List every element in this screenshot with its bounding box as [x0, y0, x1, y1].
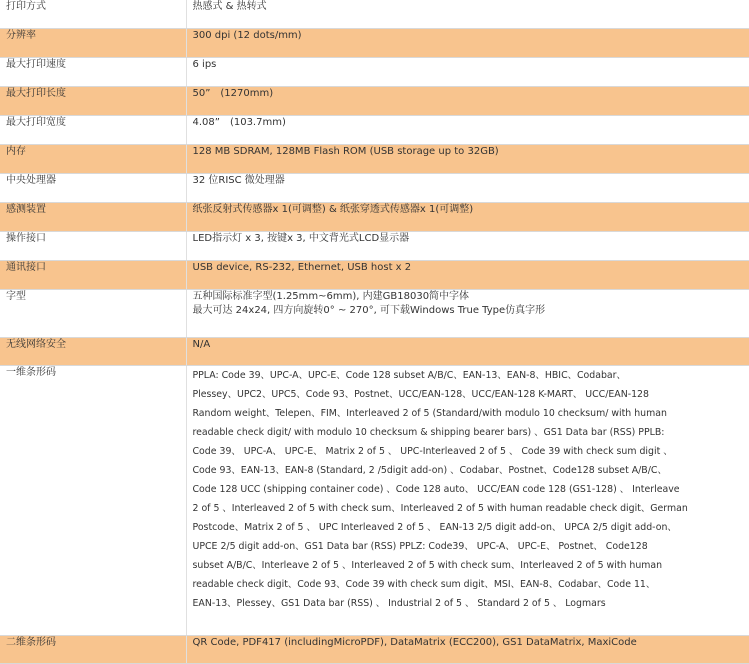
spec-value [186, 260, 749, 289]
spec-value-line: Random weight、Telepen、FIM、Interleaved 2 of 5 (Standard/with modulo 10 checksum/ with human [193, 404, 749, 423]
spec-value [186, 28, 749, 57]
spec-value-line: Code 128 UCC (shipping container code) 、Code 128 auto、 UCC/EAN code 128 (GS1-128) 、 Interleave [193, 480, 749, 499]
spec-value-line: readable check digit、Code 93、Code 39 with check sum digit、MSI、EAN-8、Codabar、Code 11、 [193, 575, 749, 594]
spec-value-line: 纸张反射式传感器x 1(可调整) & 纸张穿透式传感器x 1(可调整) [193, 203, 749, 218]
spec-label: 字型 [0, 289, 186, 337]
spec-row [0, 173, 749, 202]
spec-row [0, 260, 749, 289]
spec-value [186, 173, 749, 202]
spec-row [0, 202, 749, 231]
spec-value [186, 57, 749, 86]
spec-value-line: Postcode、Matrix 2 of 5 、 UPC Interleaved 2 of 5 、 EAN-13 2/5 digit add-on、 UPCA 2/5 digit add-on、 [193, 518, 749, 537]
spec-value-line: QR Code, PDF417 (includingMicroPDF), DataMatrix (ECC200), GS1 DataMatrix, MaxiCode [193, 636, 749, 651]
spec-row [0, 337, 749, 365]
spec-value-line: USB device, RS-232, Ethernet, USB host x 2 [193, 261, 749, 276]
spec-label: 通讯接口 [0, 260, 186, 289]
spec-row [0, 0, 749, 28]
spec-value-line: 300 dpi (12 dots/mm) [193, 29, 749, 44]
spec-row [0, 231, 749, 260]
spec-value-line: 五种国际标准字型(1.25mm~6mm), 内建GB18030简中字体 [193, 290, 749, 305]
spec-value-line: PPLA: Code 39、UPC-A、UPC-E、Code 128 subset A/B/C、EAN-13、EAN-8、HBIC、Codabar、 [193, 366, 749, 385]
spec-value-line: 最大可达 24x24, 四方向旋转0° ~ 270°, 可下载Windows True Type仿真字形 [193, 304, 749, 319]
spec-row [0, 144, 749, 173]
spec-value-line: N/A [193, 338, 749, 353]
spec-label: 最大打印宽度 [0, 115, 186, 144]
spec-label: 无线网络安全 [0, 337, 186, 365]
spec-label: 中央处理器 [0, 173, 186, 202]
spec-value-line: 2 of 5 、Interleaved 2 of 5 with check sum、Interleaved 2 of 5 with human readable check digit、German [193, 499, 749, 518]
spec-label: 分辨率 [0, 28, 186, 57]
spec-value-line: 32 位RISC 微处理器 [193, 174, 749, 189]
spec-row [0, 57, 749, 86]
spec-value [186, 86, 749, 115]
spec-value-line: 128 MB SDRAM, 128MB Flash ROM (USB storage up to 32GB) [193, 145, 749, 160]
spec-value [186, 0, 749, 28]
spec-label: 操作接口 [0, 231, 186, 260]
spec-value-line: 6 ips [193, 58, 749, 73]
spec-value [186, 144, 749, 173]
spec-label: 感测装置 [0, 202, 186, 231]
spec-value-line: Code 39、 UPC-A、 UPC-E、 Matrix 2 of 5 、 UPC-Interleaved 2 of 5 、 Code 39 with check sum digit 、 [193, 442, 749, 461]
spec-value [186, 365, 749, 635]
spec-value [186, 231, 749, 260]
spec-value-line: LED指示灯 x 3, 按键x 3, 中文背光式LCD显示器 [193, 232, 749, 247]
spec-value-line: 热感式 & 热转式 [193, 0, 749, 15]
spec-value-line: Code 93、EAN-13、EAN-8 (Standard, 2 /5digit add-on) 、Codabar、Postnet、Code128 subset A/B/C、 [193, 461, 749, 480]
spec-label: 最大打印长度 [0, 86, 186, 115]
spec-label: 打印方式 [0, 0, 186, 28]
spec-value [186, 337, 749, 365]
spec-value [186, 289, 749, 337]
spec-value-line: subset A/B/C、Interleave 2 of 5 、Interleaved 2 of 5 with check sum、Interleaved 2 of 5 with human [193, 556, 749, 575]
spec-value-line: 50” (1270mm) [193, 87, 749, 102]
spec-row [0, 289, 749, 337]
spec-row [0, 115, 749, 144]
spec-value [186, 202, 749, 231]
spec-label: 最大打印速度 [0, 57, 186, 86]
spec-row [0, 28, 749, 57]
spec-label: 内存 [0, 144, 186, 173]
spec-value-line: UPCE 2/5 digit add-on、GS1 Data bar (RSS) PPLZ: Code39、 UPC-A、 UPC-E、 Postnet、 Code128 [193, 537, 749, 556]
spec-label: 一维条形码 [0, 365, 186, 635]
spec-label: 二维条形码 [0, 635, 186, 663]
spec-value [186, 115, 749, 144]
spec-value-line: readable check digit/ with modulo 10 checksum & shipping bearer bars) 、GS1 Data bar (RSS) PPLB: [193, 423, 749, 442]
spec-row [0, 635, 749, 663]
spec-value-line: EAN-13、Plessey、GS1 Data bar (RSS) 、 Industrial 2 of 5 、 Standard 2 of 5 、 Logmars [193, 594, 749, 613]
spec-row [0, 365, 749, 635]
spec-row [0, 86, 749, 115]
spec-value [186, 635, 749, 663]
spec-value-line: Plessey、UPC2、UPC5、Code 93、Postnet、UCC/EAN-128、UCC/EAN-128 K-MART、 UCC/EAN-128 [193, 385, 749, 404]
spec-value-line: 4.08” (103.7mm) [193, 116, 749, 131]
